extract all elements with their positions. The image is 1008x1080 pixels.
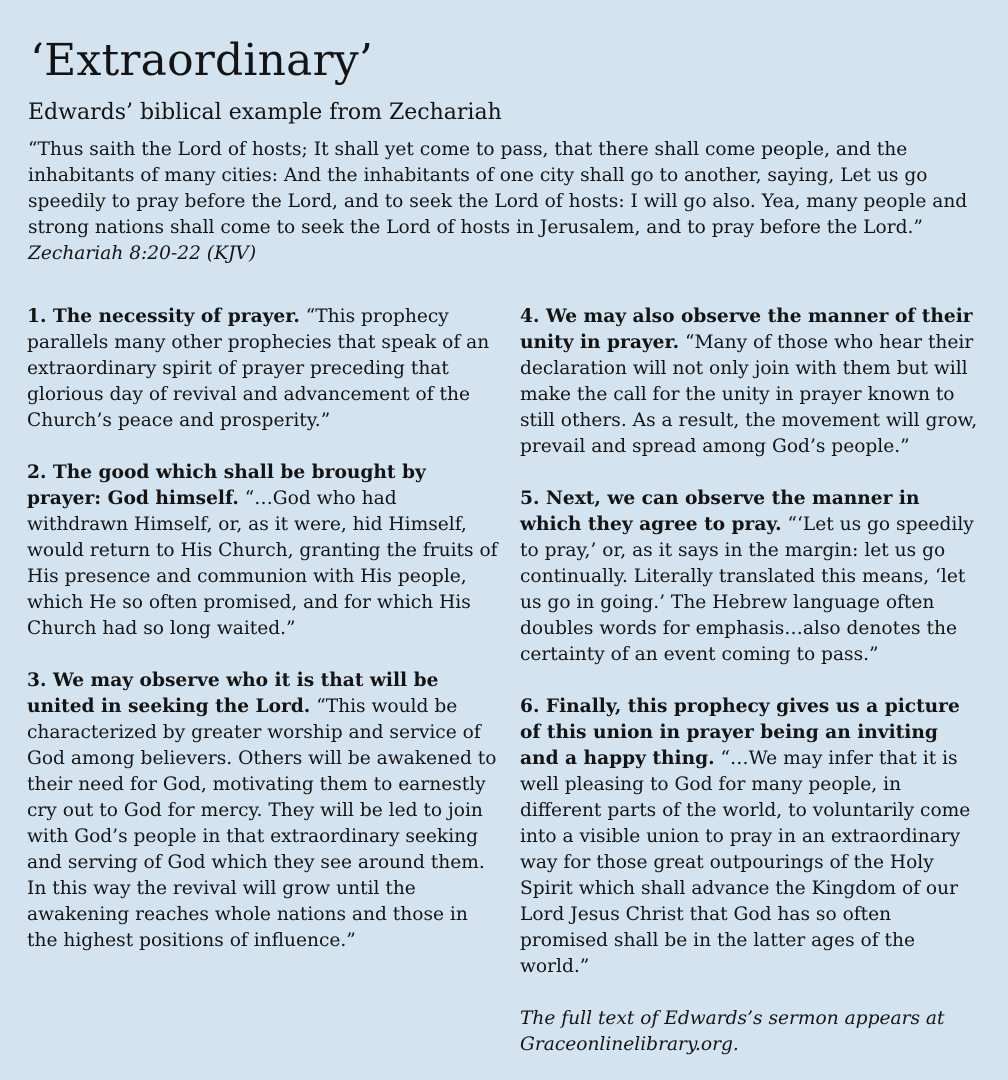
point-3 [27, 668, 502, 954]
point-1-body: “This prophecy parallels many other prophecies that speak of an extraordinary spirit of prayer preceding that glorious day of revival and advancement of the Church’s peace and prosperity.” [27, 306, 490, 431]
right-column [520, 304, 982, 1058]
point-5 [520, 486, 982, 668]
source-note: The full text of Edwards’s sermon appears at Graceonlinelibrary.org. [520, 1008, 945, 1055]
point-4-body: “Many of those who hear their declaration will not only join with them but will make the call for the unity in prayer known to still others. As a result, the movement will grow, prevail and spread among God’s people.” [520, 332, 978, 457]
point-6 [520, 694, 982, 980]
scripture-reference: Zechariah 8:20-22 (KJV) [28, 243, 257, 264]
scripture-text: “Thus saith the Lord of hosts; It shall yet come to pass, that there shall come people, and the inhabitants of many cities: And the inhabitants of one city shall go to another, saying, Let us go speedily to pray before the Lord, and to seek the Lord of hosts: I will go also. Yea, many people and strong nations shall come to seek the Lord of hosts in Jerusalem, and to pray before the Lord.” [28, 139, 968, 238]
point-6-heading: 6. Finally, this prophecy gives us a picture of this union in prayer being an inviting and a happy thing. [520, 696, 960, 769]
left-column [27, 304, 502, 980]
point-6-body: “…We may infer that it is well pleasing to God for many people, in different parts of the world, to voluntarily come into a visible union to pray in an extraordinary way for those great outpourings of the Holy Spirit which shall advance the Kingdom of our Lord Jesus Christ that God has so often promised shall be in the latter ages of the world.” [520, 748, 971, 977]
point-2 [27, 460, 502, 642]
page-subtitle: Edwards’ biblical example from Zechariah [28, 100, 502, 125]
point-1-heading: 1. The necessity of prayer. [27, 306, 300, 327]
point-5-body: “‘Let us go speedily to pray,’ or, as it says in the margin: let us go continually. Literally translated this means, ‘let us go in going.’ The Hebrew language often doubles words for emphasis…also denotes the certainty of an event coming to pass.” [520, 514, 974, 665]
point-4-heading: 4. We may also observe the manner of their unity in prayer. [520, 306, 973, 353]
page-title: ‘Extraordinary’ [30, 35, 374, 86]
point-1 [27, 304, 502, 434]
scripture-quote [28, 137, 978, 267]
point-2-heading: 2. The good which shall be brought by prayer: God himself. [27, 462, 426, 509]
point-5-heading: 5. Next, we can observe the manner in which they agree to pray. [520, 488, 920, 535]
point-3-body: “This would be characterized by greater worship and service of God among believers. Others will be awakened to their need for God, motivating them to earnestly cry out to God for mercy. They will be led to join with God’s people in that extraordinary seeking and serving of God which they see around them. In this way the revival will grow until the awakening reaches whole nations and those in the highest positions of influence.” [27, 696, 497, 951]
point-2-body: “…God who had withdrawn Himself, or, as it were, hid Himself, would return to His Church, granting the fruits of His presence and communion with His people, which He so often promised, and for which His Church had so long waited.” [27, 488, 498, 639]
point-4 [520, 304, 982, 460]
point-3-heading: 3. We may observe who it is that will be united in seeking the Lord. [27, 670, 439, 717]
